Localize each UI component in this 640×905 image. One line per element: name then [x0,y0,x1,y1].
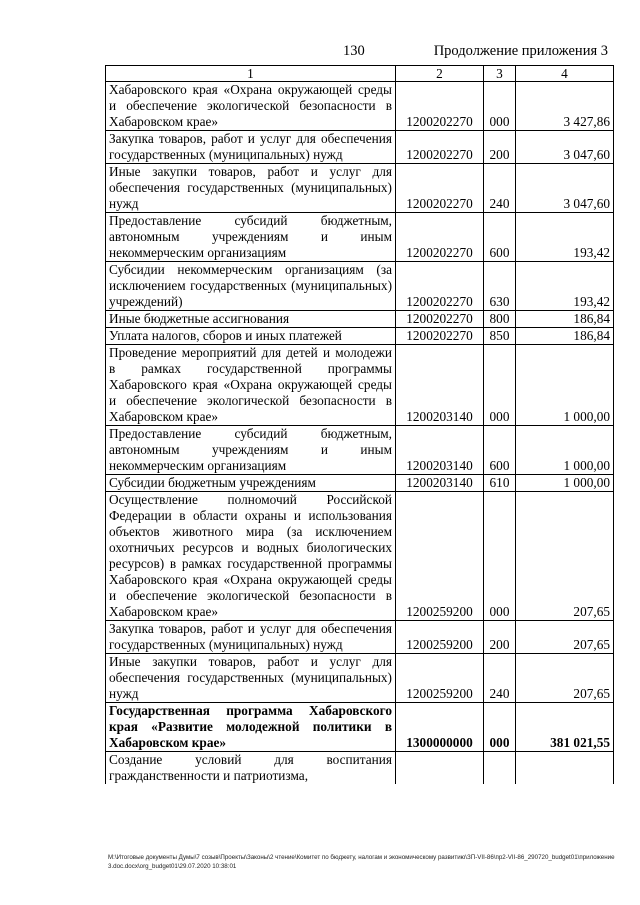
row-name-cell: Субсидии некоммерческим организациям (за исключением государственных (муниципальных) учреждений) [106,262,396,311]
row-group-cell: 000 [484,703,516,752]
row-code-cell: 1200202270 [396,328,484,345]
table-row [106,654,614,703]
row-amount-cell: 3 047,60 [516,164,614,213]
table-header-row [106,66,614,82]
row-code-cell: 1200202270 [396,311,484,328]
row-name-cell: Предоставление субсидий бюджетным, автономным учреждениям и иным некоммерческим организациям [106,426,396,475]
file-path-footer: M:\Итоговые документы Думы\7 созыв\Проекты\Законы\2 чтение\Комитет по бюджету, налогам и экономическому развитию\ЗП-VII-86\пр2-VII-86_290720_budget01\приложение3.doc.docx\org_budget01\29.07.2020 10:38:01 [108,854,615,870]
row-group-cell: 200 [484,621,516,654]
table-row [106,492,614,621]
table-row [106,213,614,262]
budget-table [105,65,614,784]
row-code-cell: 1200202270 [396,164,484,213]
table-row [106,345,614,426]
row-amount-cell: 1 000,00 [516,475,614,492]
row-amount-cell: 207,65 [516,654,614,703]
page-number: 130 [343,43,365,59]
continuation-note: Продолжение приложения 3 [433,43,608,59]
row-name-cell: Иные бюджетные ассигнования [106,311,396,328]
row-code-cell: 1200259200 [396,621,484,654]
row-name-cell: Создание условий для воспитания гражданственности и патриотизма, [106,752,396,785]
page-header [0,43,640,63]
row-amount-cell: 381 021,55 [516,703,614,752]
table-row [106,131,614,164]
row-group-cell: 600 [484,213,516,262]
row-group-cell: 000 [484,82,516,131]
row-code-cell: 1200202270 [396,213,484,262]
row-amount-cell: 1 000,00 [516,345,614,426]
table-row [106,621,614,654]
row-group-cell: 240 [484,164,516,213]
table-row [106,311,614,328]
row-code-cell: 1200259200 [396,492,484,621]
column-header: 4 [516,66,614,82]
table-row [106,426,614,475]
row-name-cell: Иные закупки товаров, работ и услуг для обеспечения государственных (муниципальных) нужд [106,164,396,213]
row-amount-cell: 186,84 [516,311,614,328]
table-row [106,82,614,131]
row-group-cell [484,752,516,785]
row-code-cell: 1200203140 [396,426,484,475]
row-code-cell: 1200203140 [396,345,484,426]
row-amount-cell: 207,65 [516,492,614,621]
row-group-cell: 610 [484,475,516,492]
row-name-cell: Осуществление полномочий Российской Федерации в области охраны и использования объектов животного мира (за исключением охотничьих ресурсов и водных биологических ресурсов) в рамках государственной программы Хабаровского края «Охрана окружающей среды и обеспечение экологической безопасности в Хабаровском крае» [106,492,396,621]
row-group-cell: 800 [484,311,516,328]
table-row [106,164,614,213]
row-amount-cell: 186,84 [516,328,614,345]
row-code-cell: 1200259200 [396,654,484,703]
row-group-cell: 600 [484,426,516,475]
row-group-cell: 240 [484,654,516,703]
row-group-cell: 200 [484,131,516,164]
column-header: 3 [484,66,516,82]
table-row [106,752,614,785]
row-name-cell: Закупка товаров, работ и услуг для обеспечения государственных (муниципальных) нужд [106,621,396,654]
table-row [106,262,614,311]
row-group-cell: 850 [484,328,516,345]
column-header: 2 [396,66,484,82]
row-code-cell: 1200202270 [396,82,484,131]
row-name-cell: Субсидии бюджетным учреждениям [106,475,396,492]
row-group-cell: 000 [484,345,516,426]
row-amount-cell: 1 000,00 [516,426,614,475]
row-name-cell: Иные закупки товаров, работ и услуг для обеспечения государственных (муниципальных) нужд [106,654,396,703]
row-amount-cell: 193,42 [516,213,614,262]
row-group-cell: 630 [484,262,516,311]
row-amount-cell [516,752,614,785]
row-code-cell [396,752,484,785]
row-amount-cell: 207,65 [516,621,614,654]
row-name-cell: Государственная программа Хабаровского края «Развитие молодежной политики в Хабаровском крае» [106,703,396,752]
row-amount-cell: 3 047,60 [516,131,614,164]
table-row [106,475,614,492]
table-row [106,328,614,345]
column-header: 1 [106,66,396,82]
row-name-cell: Проведение мероприятий для детей и молодежи в рамках государственной программы Хабаровского края «Охрана окружающей среды и обеспечение экологической безопасности в Хабаровском крае» [106,345,396,426]
row-code-cell: 1200203140 [396,475,484,492]
row-group-cell: 000 [484,492,516,621]
row-name-cell: Уплата налогов, сборов и иных платежей [106,328,396,345]
row-code-cell: 1300000000 [396,703,484,752]
row-name-cell: Предоставление субсидий бюджетным, автономным учреждениям и иным некоммерческим организациям [106,213,396,262]
row-name-cell: Хабаровского края «Охрана окружающей среды и обеспечение экологической безопасности в Хабаровском крае» [106,82,396,131]
row-code-cell: 1200202270 [396,262,484,311]
row-name-cell: Закупка товаров, работ и услуг для обеспечения государственных (муниципальных) нужд [106,131,396,164]
row-amount-cell: 3 427,86 [516,82,614,131]
row-code-cell: 1200202270 [396,131,484,164]
table-row [106,703,614,752]
row-amount-cell: 193,42 [516,262,614,311]
